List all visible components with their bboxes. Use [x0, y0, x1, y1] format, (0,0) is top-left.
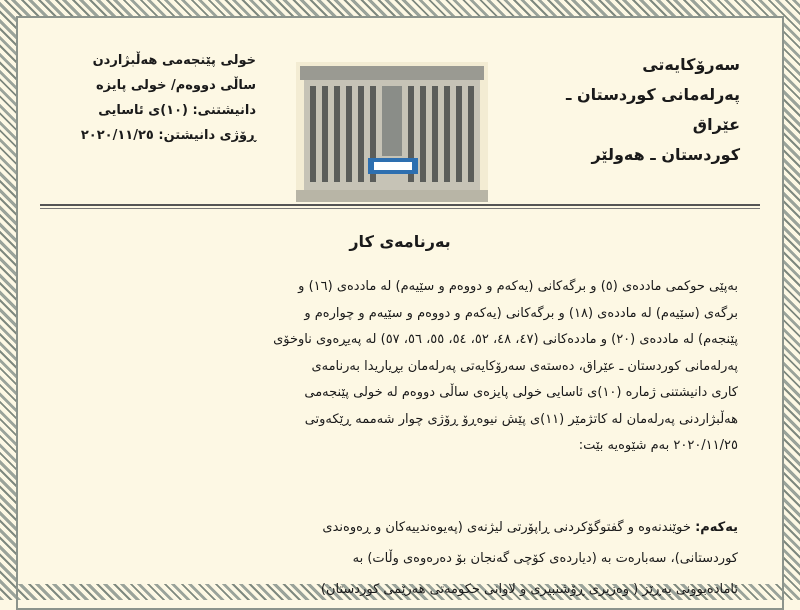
body-line: ٢٠٢٠/١١/٢٥ بەم شێوەیە بێت:	[578, 438, 738, 453]
agenda-item-1	[62, 512, 738, 605]
agenda-item-1-line-1	[62, 512, 738, 543]
header-divider	[40, 204, 760, 206]
agenda-item-1-line-3: ئامادەبوونی بەڕێز ( وەزیری ڕۆشنبیری و لاوانی حکومەتی هەرێمی کوردستان)	[320, 582, 738, 597]
header-left-line-2: ساڵی دووەم/ خولی پایزە	[95, 78, 256, 93]
agenda-item-text: خوێندنەوە و گفتوگۆکردنی ڕاپۆرتی لیژنەی (پەیوەندییەکان و ڕەوەندی	[322, 520, 696, 535]
preamble-text	[62, 274, 738, 460]
header-left-line-4: ڕۆژی دانیشتن: ٢٠٢٠/١١/٢٥	[80, 128, 256, 143]
parliament-building-image	[296, 62, 488, 202]
header-right-line-3: کوردستان ـ هەولێر	[591, 145, 740, 164]
header-right-line-1: سەرۆکایەتی	[642, 55, 740, 74]
body-line: بەپێی حوکمی ماددەی (٥) و برگەکانی (یەکەم و دووەم و سێیەم) لە ماددەی (١٦) و	[298, 279, 738, 294]
agenda-item-1-line-2: کوردستانی)، سەبارەت بە (دیاردەی کۆچی گەنجان بۆ دەرەوەی وڵات) بە	[352, 551, 738, 566]
header-divider-thin	[40, 208, 760, 209]
page-title: بەرنامەی کار	[349, 232, 451, 251]
body-line: هەڵبژاردنی پەرلەمان لە کاتژمێر (١١)ی پێش نیوەڕۆ ڕۆژی چوار شەممە ڕێکەوتی	[304, 411, 738, 427]
header-left-line-3: دانیشتنی: (١٠)ی ئاسایی	[98, 103, 256, 118]
body-line: کاری دانیشتنی ژمارە (١٠)ی ئاسایی خولی پایزەی ساڵی دووەم لە خولی پێنجەمی	[304, 385, 738, 400]
header-left-line-1: خولی پێنجەمی هەڵبژاردن	[92, 53, 256, 68]
header-right-line-2: پەرلەمانی کوردستان ـ عێراق	[565, 85, 740, 134]
header-session-info	[56, 48, 256, 148]
body-line: پەرلەمانی کوردستان ـ عێراق، دەستەی سەرۆکایەتی پەرلەمان بڕیاریدا بەرنامەی	[311, 358, 738, 374]
header-institution	[520, 50, 740, 170]
agenda-item-label: یەکەم:	[695, 520, 738, 535]
body-line: پێنجەم) لە ماددەی (٢٠) و ماددەکانی (٤٧، ٤٨، ٥٢، ٥٤، ٥٥، ٥٦، ٥٧) لە پەیڕەوی ناوخۆی	[273, 332, 738, 347]
body-line: برگەی (سێیەم) لە ماددەی (١٨) و برگەکانی (یەکەم و دووەم و سێیەم و چوارەم و	[304, 305, 738, 321]
